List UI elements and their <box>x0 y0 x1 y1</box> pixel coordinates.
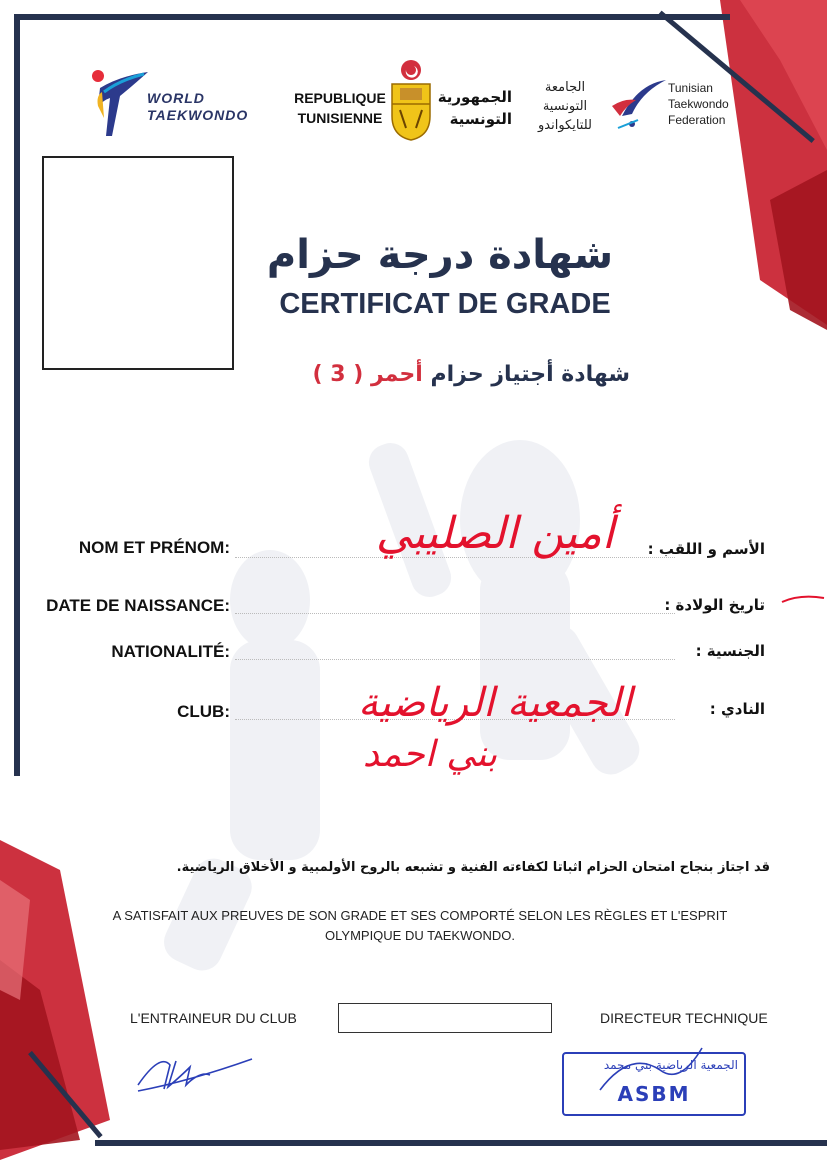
club-handwritten-line-1: الجمعية الرياضية <box>358 680 632 726</box>
wt-line-1: WORLD <box>147 90 205 106</box>
coach-signature-label: L'ENTRAINEUR DU CLUB <box>130 1010 297 1026</box>
federation-fr-line-1: Tunisian <box>668 81 713 95</box>
coach-signature-icon <box>130 1045 260 1100</box>
republic-ar-line-1: الجمهورية <box>437 88 512 106</box>
republic-fr-line-2: TUNISIENNE <box>297 110 383 126</box>
federation-ar-line-2: التونسية <box>542 99 588 114</box>
belt-prefix: شهادة أجتياز حزام <box>430 362 630 387</box>
stamp-text-top: الجمعية الرياضية بني محمد <box>603 1058 738 1072</box>
title-arabic: شهادة درجة حزام <box>266 232 614 278</box>
belt-grade-line <box>230 362 630 387</box>
federation-arabic-name <box>520 78 610 135</box>
republic-fr-line-1: REPUBLIQUE <box>294 90 386 106</box>
federation-ar-line-1: الجامعة <box>544 80 586 95</box>
wt-line-2: TAEKWONDO <box>147 107 249 123</box>
nationality-dotted-line <box>235 658 675 660</box>
red-check-mark-icon <box>780 590 826 610</box>
belt-color: أحمر <box>370 362 423 387</box>
federation-fr-line-3: Federation <box>668 113 726 127</box>
name-handwritten-value: أمين الصليبي <box>375 508 615 559</box>
nationality-label-ar: الجنسية : <box>695 642 765 660</box>
federation-fr-line-2: Taekwondo <box>668 97 729 111</box>
stamp-text-bottom: ASBM <box>617 1082 691 1106</box>
signature-date-box <box>338 1003 552 1033</box>
dob-label-fr: DATE DE NAISSANCE: <box>46 596 230 615</box>
director-signature-label: DIRECTEUR TECHNIQUE <box>600 1010 768 1026</box>
nationality-label-fr: NATIONALITÉ: <box>111 642 230 661</box>
name-label-ar: الأسم و اللقب : <box>647 540 765 558</box>
republic-french-name <box>285 88 395 128</box>
republic-arabic-name <box>437 86 512 130</box>
director-signature-icon <box>590 1040 710 1110</box>
name-label-fr: NOM ET PRÉNOM: <box>78 538 230 557</box>
federation-logo-icon <box>608 76 668 132</box>
statement-french <box>100 906 740 946</box>
statement-french-line-2: OLYMPIQUE DU TAEKWONDO. <box>325 928 515 943</box>
statement-arabic: قد اجتاز بنجاح امتحان الحزام اثباتا لكفاءته الفنية و تشبعه بالروح الأولمبية و الأخلاق الرياضية. <box>176 860 770 875</box>
statement-french-line-1: A SATISFAIT AUX PREUVES DE SON GRADE ET SES COMPORTÉ SELON LES RÈGLES ET L'ESPRIT <box>112 908 728 923</box>
federation-french-name <box>668 80 729 128</box>
title-french: CERTIFICAT DE GRADE <box>279 288 611 320</box>
photo-placeholder <box>42 156 234 370</box>
club-handwritten-line-2: بني احمد <box>362 734 498 775</box>
club-label-fr: CLUB: <box>177 702 230 721</box>
republic-ar-line-2: التونسية <box>449 110 512 128</box>
frame-bottom-border <box>95 1140 827 1146</box>
belt-level: ( 3 ) <box>312 362 364 387</box>
club-label-ar: النادي : <box>709 700 765 718</box>
federation-ar-line-3: للتايكواندو <box>538 118 592 133</box>
frame-top-border <box>14 14 730 20</box>
tunisia-coat-of-arms-icon <box>386 58 436 142</box>
dob-dotted-line <box>235 612 675 614</box>
world-taekwondo-wordmark <box>147 90 248 124</box>
dob-label-ar: تاريخ الولادة : <box>664 596 765 614</box>
world-taekwondo-logo-icon <box>90 66 150 138</box>
